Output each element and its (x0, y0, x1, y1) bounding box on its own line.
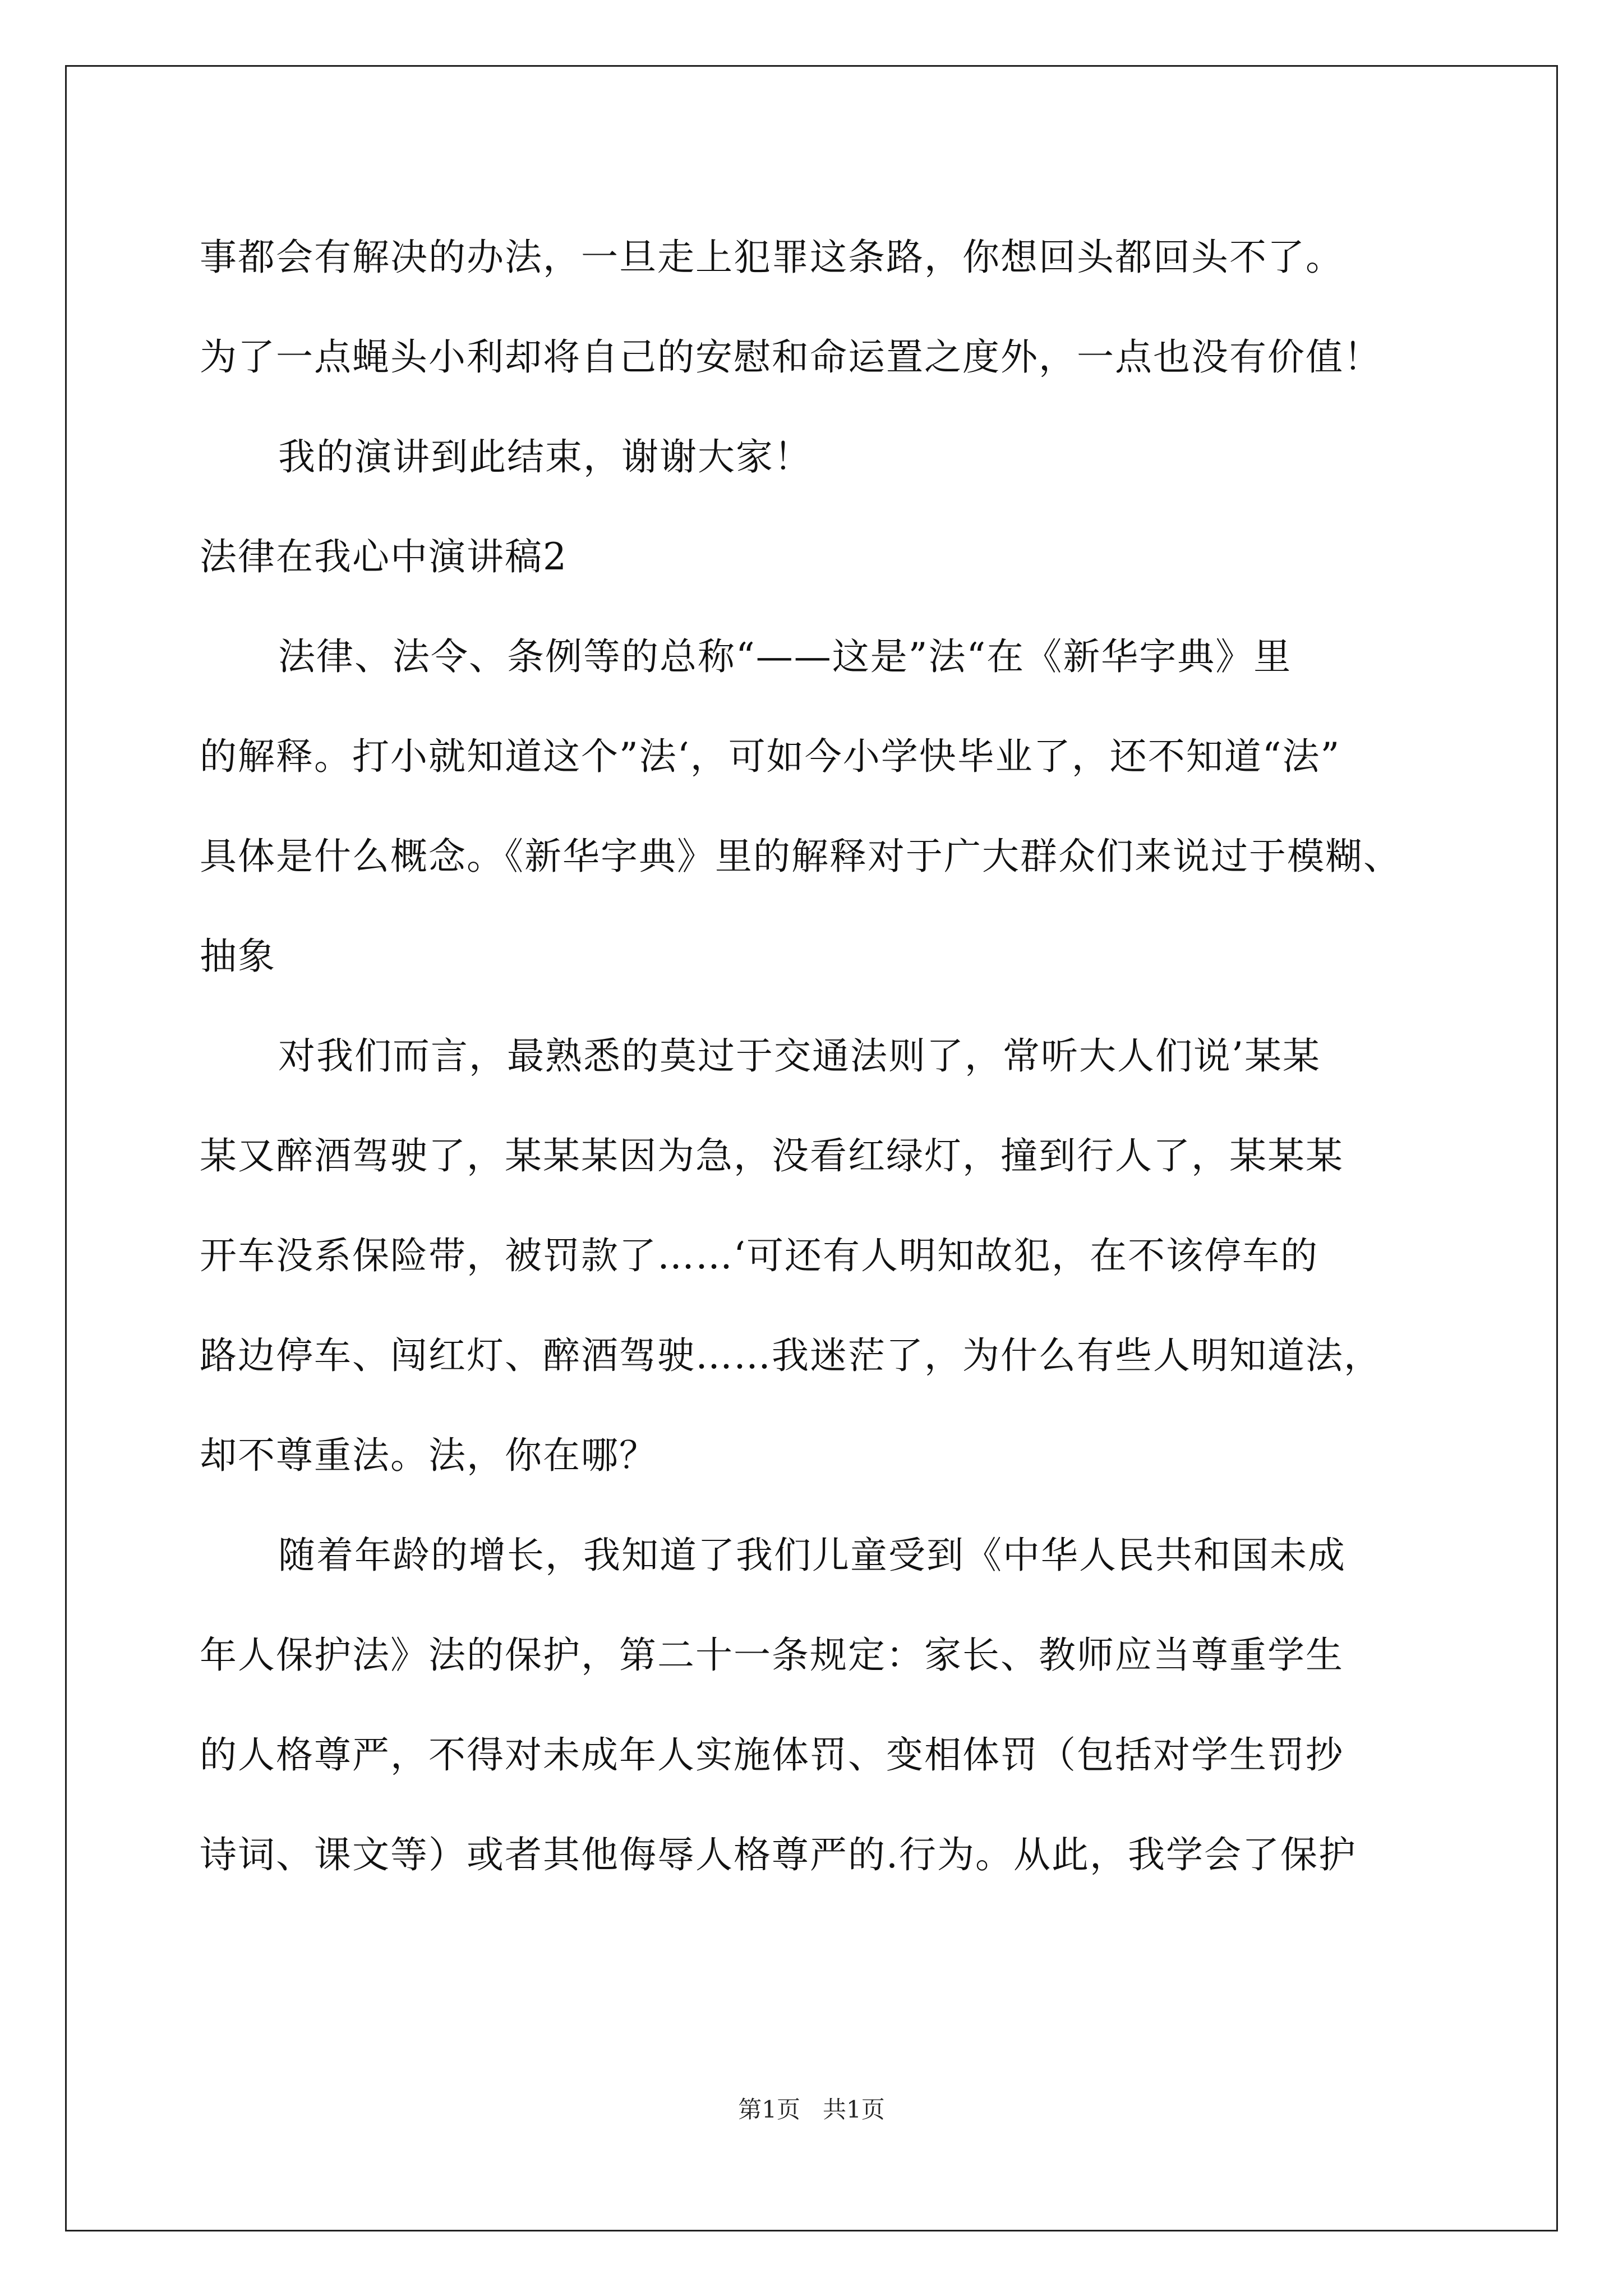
text-line: 为了一点蝇头小利却将自己的安慰和命运置之度外，一点也没有价值！ (200, 335, 1382, 379)
text-line: 年人保护法》法的保护，第二十一条规定：家长、教师应当尊重学生 (200, 1634, 1344, 1677)
text-line: 路边停车、闯红灯、醉酒驾驶……我迷茫了，为什么有些人明知道法， (200, 1334, 1382, 1377)
text-line: 法律、法令、条例等的总称“——这是”法“在《新华字典》里 (278, 635, 1292, 678)
text-line: 的解释。打小就知道这个”法‘，可如今小学快毕业了，还不知道“法” (200, 735, 1341, 778)
text-line: 事都会有解决的办法，一旦走上犯罪这条路，你想回头都回头不了。 (200, 236, 1344, 279)
text-line: 抽象 (200, 935, 276, 978)
text-line: 随着年龄的增长，我知道了我们儿童受到《中华人民共和国未成 (278, 1534, 1346, 1577)
text-line: 却不尊重法。法，你在哪？ (200, 1434, 657, 1477)
text-line: 对我们而言，最熟悉的莫过于交通法则了，常听大人们说’某某 (278, 1034, 1321, 1078)
text-line: 的人格尊严，不得对未成年人实施体罚、变相体罚（包括对学生罚抄 (200, 1733, 1344, 1777)
text-line: 诗词、课文等）或者其他侮辱人格尊严的.行为。从此，我学会了保护 (200, 1833, 1357, 1876)
text-line: 我的演讲到此结束，谢谢大家！ (278, 435, 812, 478)
text-line: 具体是什么概念。《新华字典》里的解释对于广大群众们来说过于模糊、 (200, 835, 1401, 878)
section-heading: 法律在我心中演讲稿2 (200, 535, 568, 578)
text-line: 开车没系保险带，被罚款了……‘可还有人明知故犯，在不该停车的 (200, 1234, 1318, 1277)
document-body (200, 208, 1433, 1905)
page-footer: 第1页 共1页 (738, 2096, 885, 2123)
text-line: 某又醉酒驾驶了，某某某因为急，没看红绿灯，撞到行人了，某某某 (200, 1134, 1344, 1177)
